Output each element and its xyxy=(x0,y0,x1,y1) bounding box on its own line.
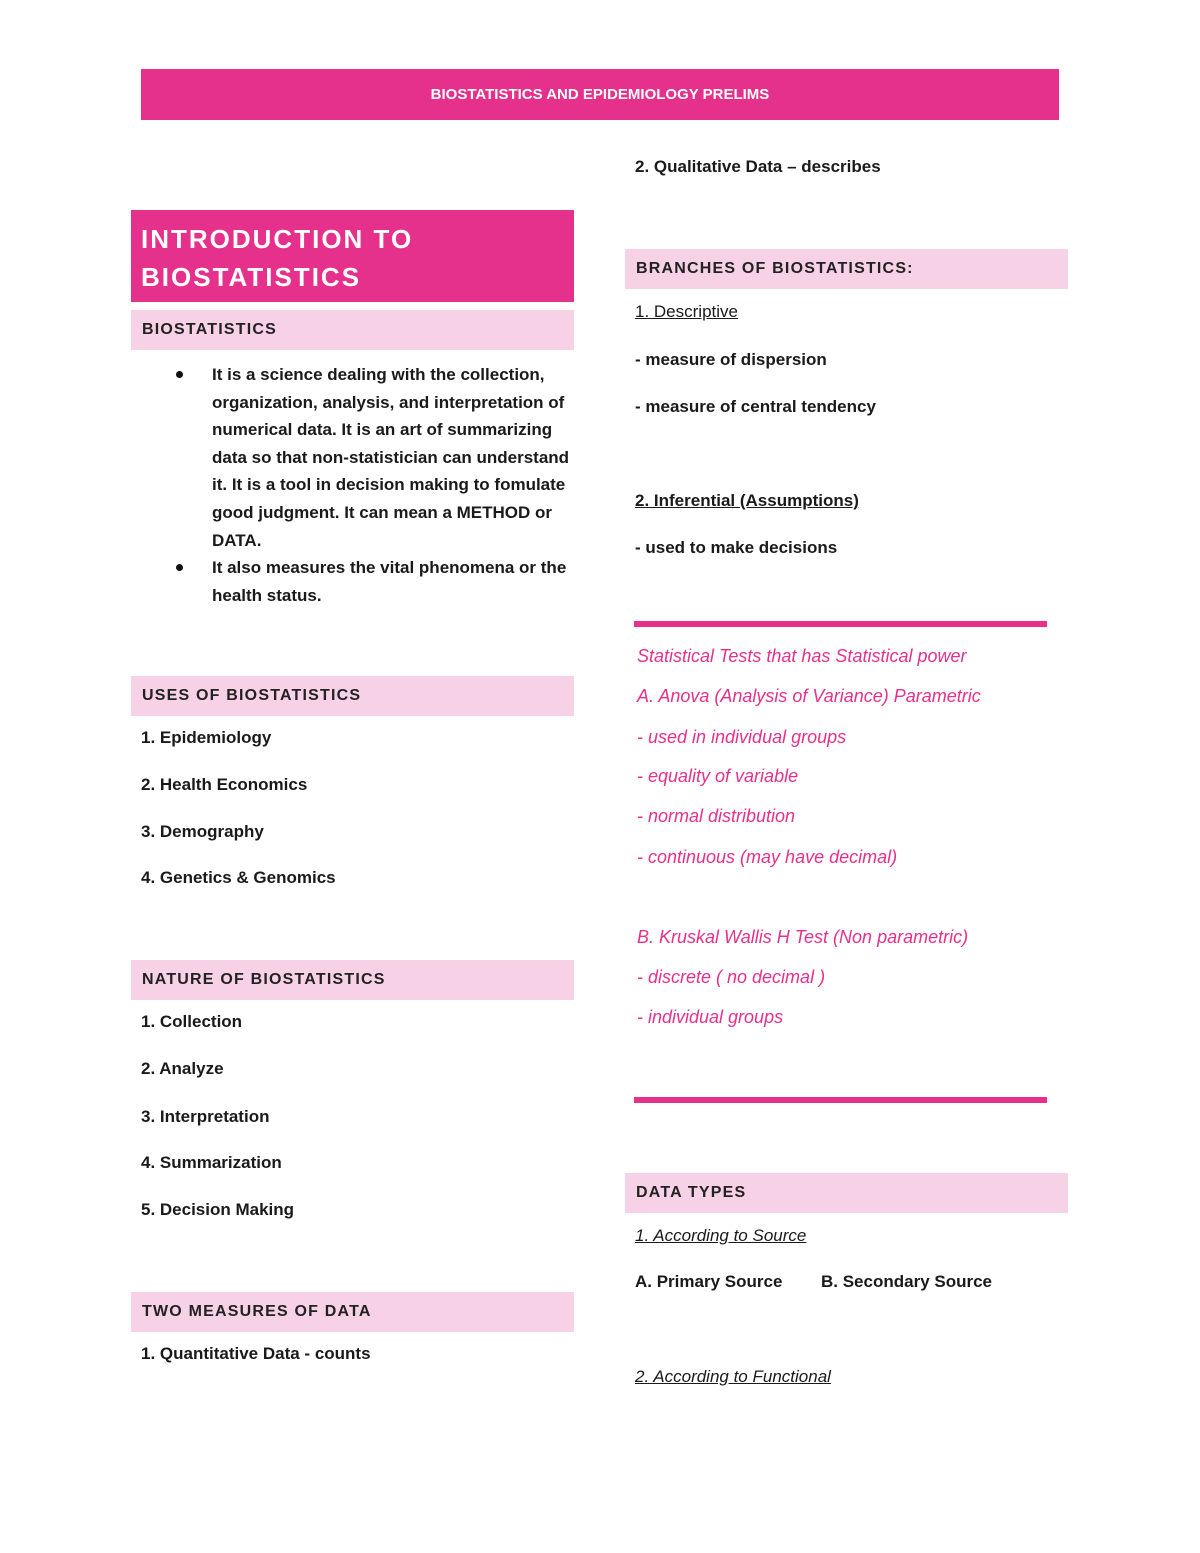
list-item: 4. Genetics & Genomics xyxy=(141,868,336,887)
divider-rule xyxy=(634,621,1047,627)
uses-heading-text: USES OF BIOSTATISTICS xyxy=(142,687,362,704)
list-item: 5. Decision Making xyxy=(141,1200,295,1219)
inferential-label: 2. Inferential (Assumptions) xyxy=(635,491,859,510)
kruskal-title: B. Kruskal Wallis H Test (Non parametric) xyxy=(637,927,969,947)
data-types-heading-text: DATA TYPES xyxy=(636,1184,747,1201)
qualitative-data-item: 2. Qualitative Data – describes xyxy=(635,157,881,176)
bullet-item: It also measures the vital phenomena or the health status. xyxy=(174,554,574,609)
list-item: - measure of central tendency xyxy=(635,397,876,416)
list-item: 2. Health Economics xyxy=(141,775,308,794)
nature-heading xyxy=(131,960,574,1000)
list-item: - individual groups xyxy=(637,1007,784,1027)
section-title-box xyxy=(131,210,574,302)
primary-source: A. Primary Source xyxy=(635,1272,783,1291)
list-item: 3. Demography xyxy=(141,822,264,841)
divider-rule xyxy=(634,1097,1047,1103)
nature-heading-text: NATURE OF BIOSTATISTICS xyxy=(142,971,386,988)
list-item: 2. Analyze xyxy=(141,1059,224,1078)
list-item: - normal distribution xyxy=(637,806,796,826)
according-to-source-label: 1. According to Source xyxy=(635,1226,807,1245)
biostatistics-heading xyxy=(131,310,574,350)
list-item: - equality of variable xyxy=(637,766,799,786)
list-item: 4. Summarization xyxy=(141,1153,282,1172)
biostatistics-bullet-list xyxy=(174,361,574,609)
branches-heading-text: BRANCHES OF BIOSTATISTICS: xyxy=(636,260,914,277)
data-types-heading xyxy=(625,1173,1068,1213)
bullet-item: It is a science dealing with the collection, organization, analysis, and interpretation of numerical data. It is an art of summarizing data so that non-statistician can understand it. It is a tool in decision making to fomulate good judgment. It can mean a METHOD or DATA. xyxy=(174,361,574,554)
list-item: - used in individual groups xyxy=(637,727,847,747)
list-item: 1. Epidemiology xyxy=(141,728,272,747)
list-item: - discrete ( no decimal ) xyxy=(637,967,826,987)
according-to-functional-label: 2. According to Functional xyxy=(635,1367,831,1386)
anova-title: A. Anova (Analysis of Variance) Parametric xyxy=(637,686,981,706)
measures-heading xyxy=(131,1292,574,1332)
biostatistics-heading-text: BIOSTATISTICS xyxy=(142,321,278,338)
secondary-source: B. Secondary Source xyxy=(821,1272,993,1291)
list-item: 1. Collection xyxy=(141,1012,243,1031)
measures-heading-text: TWO MEASURES OF DATA xyxy=(142,1303,372,1320)
list-item: 3. Interpretation xyxy=(141,1107,270,1126)
section-title-line2: BIOSTATISTICS xyxy=(141,262,362,292)
section-title-line1: INTRODUCTION TO xyxy=(141,224,414,254)
branches-heading xyxy=(625,249,1068,289)
uses-heading xyxy=(131,676,574,716)
list-item: 1. Quantitative Data - counts xyxy=(141,1344,371,1363)
list-item: - continuous (may have decimal) xyxy=(637,847,898,867)
descriptive-label: 1. Descriptive xyxy=(635,302,738,321)
list-item: - measure of dispersion xyxy=(635,350,827,369)
tests-title: Statistical Tests that has Statistical power xyxy=(637,646,967,666)
list-item: - used to make decisions xyxy=(635,538,838,557)
document-header-banner xyxy=(141,69,1059,120)
document-title: BIOSTATISTICS AND EPIDEMIOLOGY PRELIMS xyxy=(430,86,770,103)
